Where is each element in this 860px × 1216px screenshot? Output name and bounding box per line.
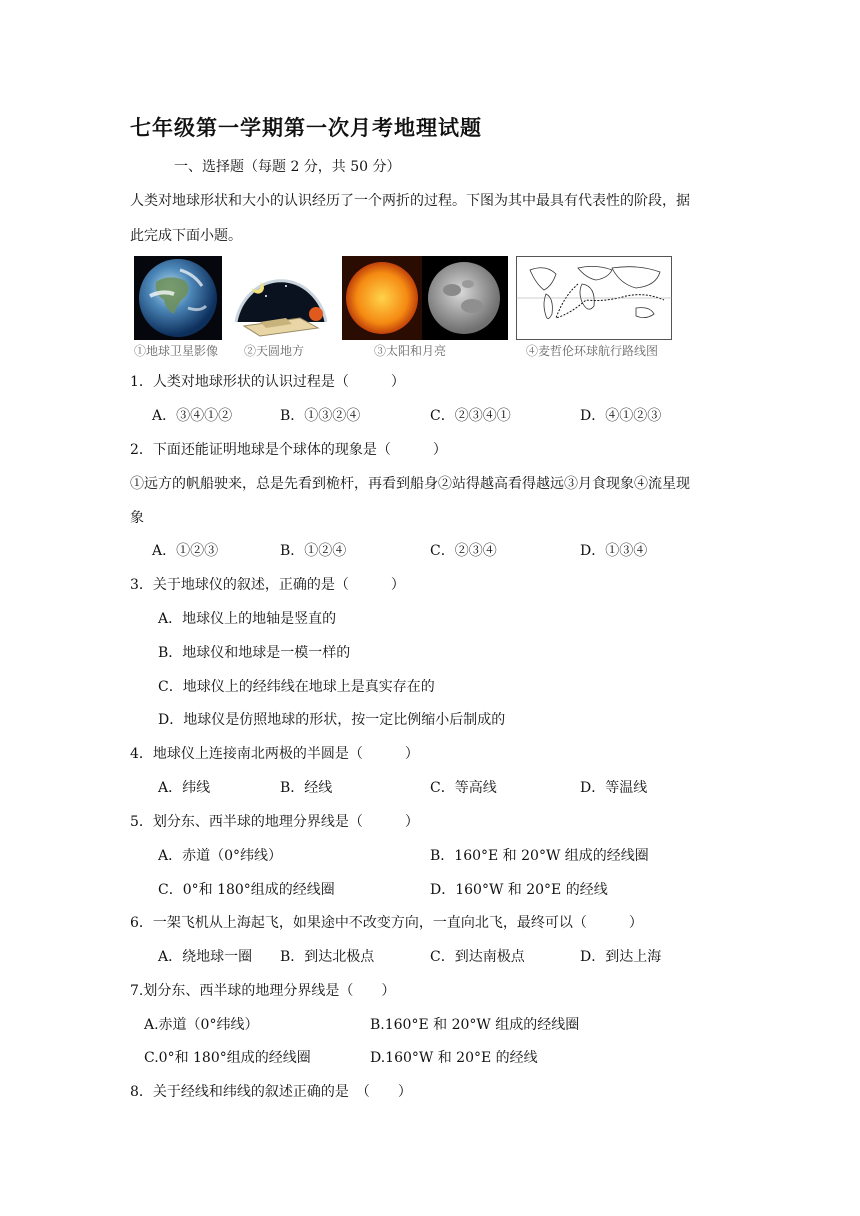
figure-caption-3: ③太阳和月亮 bbox=[374, 344, 447, 358]
question-2-statements-cont: 象 bbox=[130, 510, 144, 526]
question-8-stem: 8．关于经线和纬线的叙述正确的是 （ ） bbox=[130, 1084, 412, 1100]
question-3-option-b: B．地球仪和地球是一模一样的 bbox=[158, 645, 351, 661]
question-6-option-a: A．绕地球一圈 bbox=[158, 949, 253, 965]
question-7-option-c: C.0°和 180°组成的经线圈 bbox=[144, 1050, 311, 1066]
intro-text-line2: 此完成下面小题。 bbox=[130, 228, 242, 244]
question-2-option-c: C．②③④ bbox=[430, 543, 497, 559]
question-4-option-a: A．纬线 bbox=[158, 780, 211, 796]
question-2-statements: ①远方的帆船驶来，总是先看到桅杆，再看到船身②站得越高看得越远③月食现象④流星现 bbox=[130, 476, 690, 492]
question-1-option-c: C．②③④① bbox=[430, 408, 511, 424]
figure-caption-1: ①地球卫星影像 bbox=[134, 344, 219, 358]
section-heading: 一、选择题（每题 2 分，共 50 分） bbox=[174, 159, 401, 175]
figure-caption-2: ②天圆地方 bbox=[244, 344, 305, 358]
round-sky-square-earth-image bbox=[230, 256, 330, 340]
question-4-stem: 4．地球仪上连接南北两极的半圆是（ ） bbox=[130, 746, 419, 762]
question-1-stem: 1．人类对地球形状的认识过程是（ ） bbox=[130, 374, 405, 390]
question-4-option-b: B．经线 bbox=[280, 780, 333, 796]
question-5-option-d: D．160°W 和 20°E 的经线 bbox=[430, 882, 608, 898]
question-6-option-d: D．到达上海 bbox=[580, 949, 662, 965]
question-1-option-b: B．①③②④ bbox=[280, 408, 361, 424]
figure-caption-4: ④麦哲伦环球航行路线图 bbox=[526, 344, 659, 358]
question-7-stem: 7.划分东、西半球的地理分界线是（ ） bbox=[130, 983, 396, 999]
question-2-option-d: D．①③④ bbox=[580, 543, 648, 559]
question-1-option-a: A．③④①② bbox=[152, 408, 233, 424]
question-5-option-c: C．0°和 180°组成的经线圈 bbox=[158, 882, 335, 898]
question-5-stem: 5．划分东、西半球的地理分界线是（ ） bbox=[130, 814, 419, 830]
magellan-route-map-image bbox=[516, 256, 672, 340]
question-7-option-d: D.160°W 和 20°E 的经线 bbox=[370, 1050, 538, 1066]
question-5-option-b: B．160°E 和 20°W 组成的经线圈 bbox=[430, 848, 649, 864]
question-2-option-a: A．①②③ bbox=[152, 543, 219, 559]
question-6-option-c: C．到达南极点 bbox=[430, 949, 525, 965]
question-2-option-b: B．①②④ bbox=[280, 543, 347, 559]
intro-text-line1: 人类对地球形状和大小的认识经历了一个两折的过程。下图为其中最具有代表性的阶段，据 bbox=[130, 193, 690, 209]
question-5-option-a: A．赤道（0°纬线） bbox=[158, 848, 283, 864]
question-4-option-c: C．等高线 bbox=[430, 780, 497, 796]
question-2-stem: 2．下面还能证明地球是个球体的现象是（ ） bbox=[130, 442, 447, 458]
question-6-stem: 6．一架飞机从上海起飞，如果途中不改变方向，一直向北飞，最终可以（ ） bbox=[130, 915, 643, 931]
question-3-option-c: C．地球仪上的经纬线在地球上是真实存在的 bbox=[158, 679, 435, 695]
question-3-stem: 3．关于地球仪的叙述，正确的是（ ） bbox=[130, 577, 405, 593]
question-7-option-b: B.160°E 和 20°W 组成的经线圈 bbox=[370, 1017, 580, 1033]
question-3-option-d: D．地球仪是仿照地球的形状，按一定比例缩小后制成的 bbox=[158, 712, 506, 728]
earth-satellite-image bbox=[134, 256, 222, 340]
question-4-option-d: D．等温线 bbox=[580, 780, 648, 796]
question-1-option-d: D．④①②③ bbox=[580, 408, 662, 424]
question-7-option-a: A.赤道（0°纬线） bbox=[144, 1017, 259, 1033]
question-6-option-b: B．到达北极点 bbox=[280, 949, 375, 965]
page-title: 七年级第一学期第一次月考地理试题 bbox=[130, 115, 482, 140]
question-3-option-a: A．地球仪上的地轴是竖直的 bbox=[158, 611, 337, 627]
sun-and-moon-image bbox=[342, 256, 508, 340]
